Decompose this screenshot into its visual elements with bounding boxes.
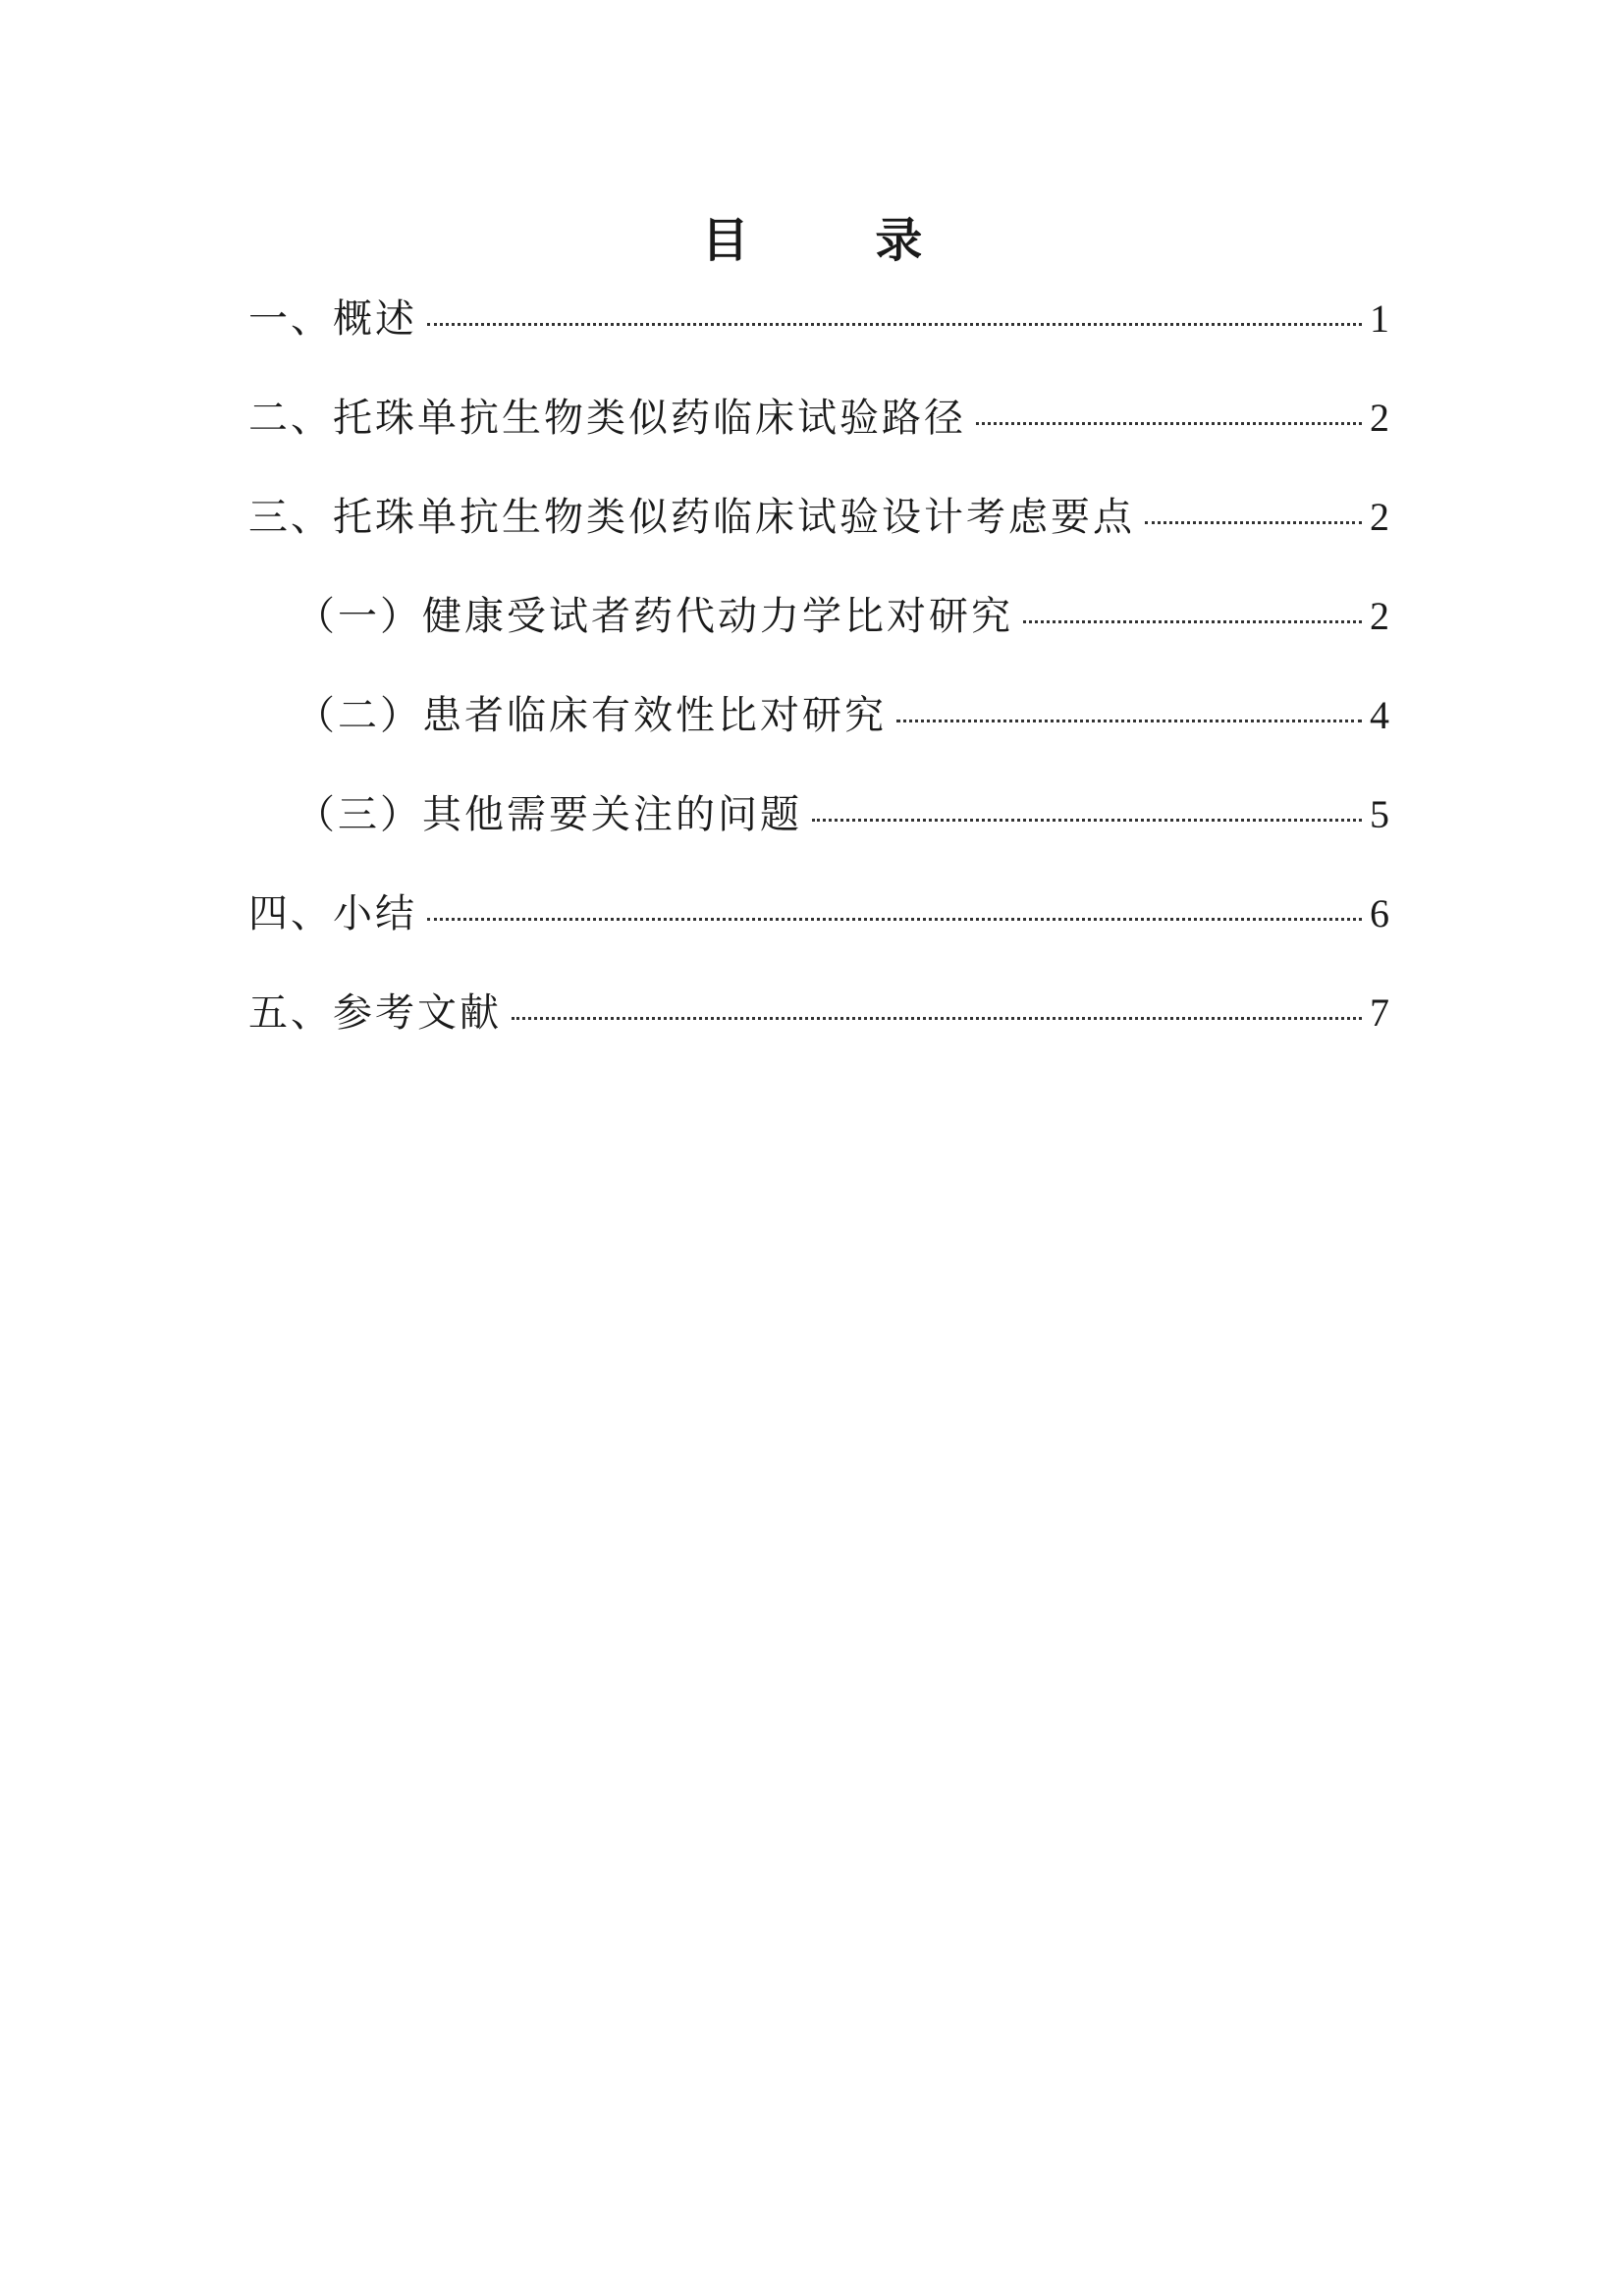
toc-entry-page: 7 (1370, 990, 1389, 1035)
toc-entry-page: 4 (1370, 693, 1389, 737)
toc-dot-leader (512, 1017, 1362, 1020)
toc-dot-leader (427, 323, 1362, 326)
toc-entry-trial-path[interactable] (248, 384, 1389, 483)
toc-dot-leader (427, 918, 1362, 921)
toc-dot-leader (812, 819, 1362, 822)
toc-entry-page: 5 (1370, 792, 1389, 836)
toc-entry-label: （一）健康受试者药代动力学比对研究 (296, 594, 1013, 639)
toc-entry-page: 6 (1370, 891, 1389, 935)
toc-dot-leader (1145, 521, 1362, 524)
toc-list (248, 285, 1389, 1078)
toc-entry-efficacy-study[interactable] (248, 681, 1389, 780)
toc-dot-leader (976, 422, 1362, 425)
toc-entry-summary[interactable] (248, 880, 1389, 979)
toc-entry-page: 2 (1370, 594, 1389, 638)
toc-entry-pk-study[interactable] (248, 582, 1389, 681)
toc-entry-design-points[interactable] (248, 483, 1389, 582)
toc-title: 目 录 (701, 213, 978, 268)
toc-entry-page: 1 (1370, 296, 1389, 341)
toc-dot-leader (896, 720, 1362, 722)
toc-entry-references[interactable] (248, 979, 1389, 1078)
toc-entry-other-issues[interactable] (248, 780, 1389, 880)
toc-entry-label: 五、参考文献 (248, 990, 502, 1036)
toc-entry-label: 三、托珠单抗生物类似药临床试验设计考虑要点 (248, 495, 1135, 540)
toc-entry-label: 四、小结 (248, 891, 417, 936)
toc-entry-page: 2 (1370, 495, 1389, 539)
toc-entry-label: （三）其他需要关注的问题 (296, 792, 802, 837)
toc-entry-overview[interactable] (248, 285, 1389, 384)
toc-entry-label: 一、概述 (248, 296, 417, 342)
toc-dot-leader (1023, 620, 1362, 623)
toc-entry-label: （二）患者临床有效性比对研究 (296, 693, 887, 738)
toc-entry-page: 2 (1370, 396, 1389, 440)
toc-entry-label: 二、托珠单抗生物类似药临床试验路径 (248, 396, 966, 441)
